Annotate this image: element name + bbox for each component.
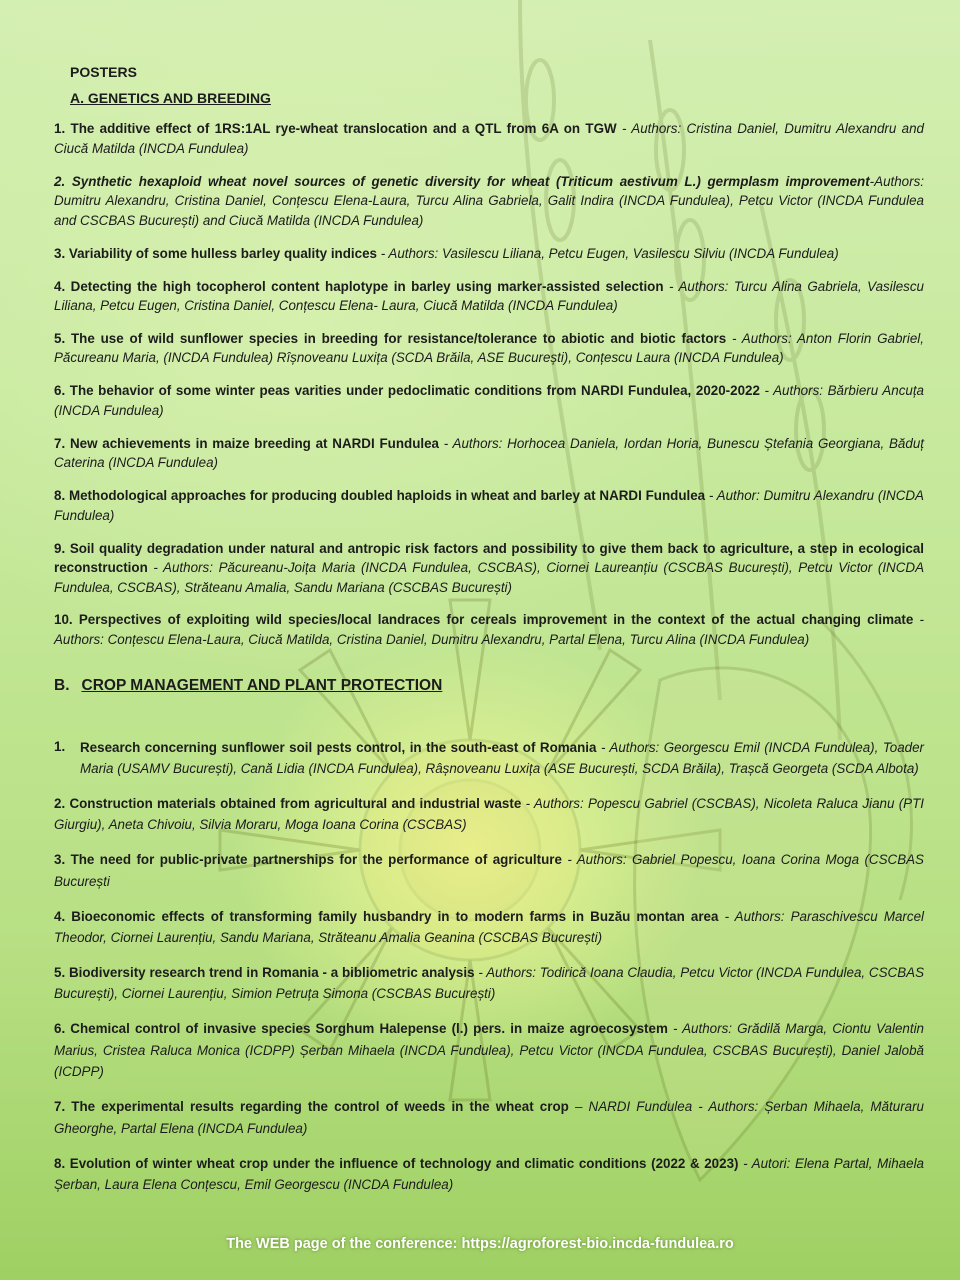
section-b-list — [54, 737, 924, 1195]
poster-authors: -Authors: Dumitru Alexandru, Cristina Daniel, Conțescu Elena-Laura, Turcu Alina Gabriela, Galit Indira (INCDA Fundulea), Petcu Victor (INCDA Fundulea and CSCBAS București) and Ciucă Matilda (INCDA Fundulea) — [54, 173, 924, 228]
list-item — [54, 244, 924, 264]
poster-authors: - Authors: Conțescu Elena-Laura, Ciucă Matilda, Cristina Daniel, Dumitru Alexandru, Partal Elena, Turcu Alina (INCDA Fundulea) — [54, 612, 924, 647]
list-item — [54, 381, 924, 420]
list-item — [54, 1153, 924, 1196]
footer-label: The WEB page of the conference: — [226, 1236, 458, 1252]
poster-title: 3. The need for public-private partnerships for the performance of agriculture — [54, 852, 562, 868]
list-item — [54, 737, 924, 779]
poster-title: 8. Methodological approaches for producing doubled haploids in wheat and barley at NARDI Fundulea — [54, 488, 706, 504]
list-item — [54, 486, 924, 525]
poster-title: 9. Soil quality degradation under natural and antropic risk factors and possibility to give them back to agriculture, a step in ecological reconstruction — [54, 540, 924, 576]
poster-authors: - Authors: Gabriel Popescu, Ioana Corina Moga (CSCBAS București — [54, 852, 924, 889]
poster-title: 3. Variability of some hulless barley quality indices — [54, 245, 377, 261]
poster-authors: - Authors: Popescu Gabriel (CSCBAS), Nicoleta Raluca Jianu (PTI Giurgiu), Aneta Chivoiu, Silvia Moraru, Moga Ioana Corina (CSCBAS) — [54, 795, 924, 833]
poster-title: 7. New achievements in maize breeding at NARDI Fundulea — [54, 435, 439, 451]
conference-url-link[interactable]: https://agroforest-bio.incda-fundulea.ro — [461, 1236, 734, 1252]
poster-authors: - Authors: Georgescu Emil (INCDA Fundulea), Toader Maria (USAMV București), Cană Lidia (INCDA Fundulea), Râșnoveanu Luxița (ASE București, SCDA Brăila), Trașcă Georgeta (SCDA Albota) — [80, 740, 925, 777]
poster-title: 6. The behavior of some winter peas varities under pedoclimatic conditions from NARDI Fundulea, 2020-2022 — [54, 383, 760, 399]
poster-title: Research concerning sunflower soil pests control, in the south-east of Romania — [80, 740, 597, 756]
poster-authors: - Authors: Păcureanu-Joița Maria (INCDA Fundulea, CSCBAS), Ciornei Laureanțiu (CSCBAS București), Petcu Victor (INCDA Fundulea, CSCBAS), Străteanu Amalia, Sandu Mariana (CSCBAS București) — [54, 560, 924, 595]
list-item — [54, 277, 924, 316]
list-item — [54, 172, 924, 231]
poster-authors: - Authors: Vasilescu Liliana, Petcu Eugen, Vasilescu Silviu (INCDA Fundulea) — [376, 245, 839, 261]
section-b-letter: B. — [54, 677, 70, 695]
list-item — [54, 962, 924, 1005]
poster-authors: - Authors: Anton Florin Gabriel, Păcureanu Maria, (INCDA Fundulea) Rîșnoveanu Luxița (SCDA Brăila, ASE București), Conțescu Laura (INCDA Fundulea) — [54, 330, 924, 366]
poster-authors: - Authors: Bărbieru Ancuța (INCDA Fundulea) — [54, 383, 924, 418]
poster-title: 2. Synthetic hexaploid wheat novel sources of genetic diversity for wheat (Triticum aestivum L.) germplasm improvement — [54, 173, 870, 189]
list-item — [54, 1018, 924, 1083]
poster-authors: – NARDI Fundulea - Authors: Șerban Mihaela, Măturaru Gheorghe, Partal Elena (INCDA Fundulea) — [54, 1099, 925, 1136]
poster-title: 2. Construction materials obtained from agricultural and industrial waste — [54, 795, 522, 811]
list-item — [54, 329, 924, 368]
poster-authors: - Author: Dumitru Alexandru (INCDA Fundulea) — [54, 488, 924, 523]
list-item — [54, 610, 924, 649]
list-item — [54, 793, 924, 836]
poster-title: 7. The experimental results regarding the control of weeds in the wheat crop — [54, 1099, 569, 1115]
posters-heading: POSTERS — [70, 64, 137, 80]
poster-title: 10. Perspectives of exploiting wild species/local landraces for cereals improvement in the context of the actual changing climate — [54, 612, 914, 628]
poster-title: 1. The additive effect of 1RS:1AL rye-wheat translocation and a QTL from 6A on TGW — [54, 121, 617, 137]
list-item — [54, 906, 924, 949]
poster-number: 1. — [54, 739, 66, 755]
list-item — [54, 1096, 924, 1139]
poster-title: 8. Evolution of winter wheat crop under the influence of technology and climatic conditions (2022 & 2023) — [54, 1155, 739, 1171]
poster-authors: - Autori: Elena Partal, Mihaela Șerban, Laura Elena Conțescu, Emil Georgescu (INCDA Fundulea) — [54, 1155, 924, 1193]
poster-authors: - Authors: Horhocea Daniela, Iordan Horia, Bunescu Ștefania Georgiana, Băduț Caterina (INCDA Fundulea) — [54, 435, 924, 471]
poster-authors: - Authors: Turcu Alina Gabriela, Vasilescu Liliana, Petcu Eugen, Cristina Daniel, Conțescu Elena- Laura, Ciucă Matilda (INCDA Fundulea) — [54, 278, 924, 314]
list-item — [54, 849, 924, 892]
list-item — [54, 119, 924, 158]
poster-authors: - Authors: Grădilă Marga, Ciontu Valentin Marius, Cristea Raluca Monica (ICDPP) Șerban Mihaela (INCDA Fundulea), Petcu Victor (INCDA Fundulea, CSCBAS București), Daniel Jalobă (ICDPP) — [54, 1021, 924, 1080]
poster-title: 4. Detecting the high tocopherol content haplotype in barley using marker-assisted selection — [54, 278, 664, 294]
poster-title: 6. Chemical control of invasive species Sorghum Halepense (l.) pers. in maize agroecosystem — [54, 1021, 668, 1037]
list-item — [54, 434, 924, 473]
section-a-list — [54, 119, 924, 649]
poster-list-page — [54, 64, 924, 1207]
poster-title: 4. Bioeconomic effects of transforming family husbandry in to modern farms in Buzău montan area — [54, 908, 719, 924]
section-a-heading: A. GENETICS AND BREEDING — [70, 90, 271, 106]
poster-authors: - Authors: Paraschivescu Marcel Theodor, Ciornei Laurențiu, Sandu Mariana, Străteanu Amalia Geanina (CSCBAS București) — [54, 908, 924, 946]
conference-footer — [0, 1236, 960, 1252]
poster-title: 5. The use of wild sunflower species in breeding for resistance/tolerance to abiotic and biotic factors — [54, 330, 727, 346]
section-b-heading — [54, 677, 924, 695]
poster-authors: - Authors: Todirică Ioana Claudia, Petcu Victor (INCDA Fundulea, CSCBAS București), Ciornei Laurențiu, Simion Petruța Simona (CSCBAS București) — [54, 964, 924, 1002]
poster-title: 5. Biodiversity research trend in Romania - a bibliometric analysis — [54, 964, 475, 980]
list-item — [54, 539, 924, 598]
section-b-title: CROP MANAGEMENT AND PLANT PROTECTION — [81, 677, 443, 695]
poster-authors: - Authors: Cristina Daniel, Dumitru Alexandru and Ciucă Matilda (INCDA Fundulea) — [54, 121, 924, 156]
